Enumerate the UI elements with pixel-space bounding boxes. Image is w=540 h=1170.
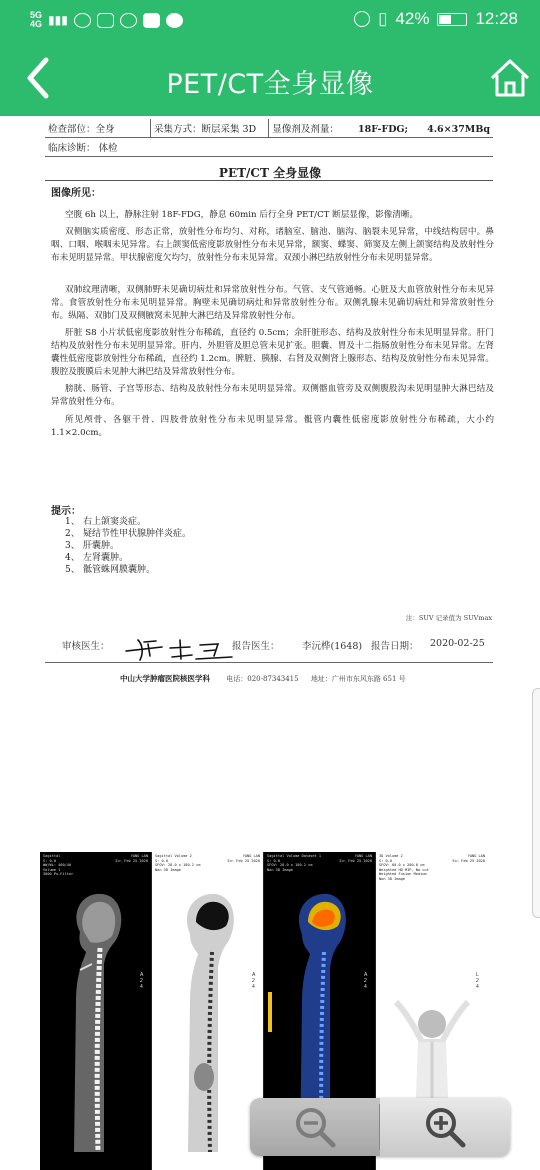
list-text: 肝囊肿。 [83, 541, 120, 551]
findings-label: 图像所见： [51, 188, 101, 199]
list-text: 骶管蛛网膜囊肿。 [83, 565, 156, 575]
battery-percent: 42% [395, 9, 430, 28]
list-number: 1、 [65, 517, 80, 527]
home-button[interactable] [488, 56, 532, 100]
findings-paragraph: 肝脏 S8 小片状低密度影放射性分布稀疏，直径约 0.5cm；余肝脏形态、结构及放射性分布未见明显异常。肝门结构及放射性分布未见明显异常。肝内、外胆管及胆总管未见扩张。胆囊、胃及十二指肠放射性分布未见异常。左肾囊性低密度影放射性分布稀疏，直径约 1.2cm。脾脏、胰腺、右肾及双侧肾上腺形态、结构及放射性分布未见异常。腹腔及腹膜后未见肿大淋巴结及异常放射性分布。 [51, 328, 494, 377]
zoom-in-icon [423, 1105, 467, 1149]
list-number: 2、 [65, 529, 80, 539]
page-title: PET/CT全身显像 [166, 69, 374, 100]
zoom-control [250, 1098, 510, 1156]
wechat-icon [120, 13, 137, 28]
pet-body-graphic [152, 852, 264, 1170]
institution-address: 地址：广州市东风东路 651 号 [310, 675, 406, 683]
findings-paragraph: 所见颅骨、各躯干骨、四肢骨放射性分布未见明显异常。骶管内囊性低密度影放射性分布稀疏，大小约 1.1×2.0cm。 [51, 415, 494, 438]
acquisition-method: 采集方式：断层采集 3D [150, 119, 268, 138]
exam-part: 检查部位：全身 [45, 119, 150, 138]
list-number: 4、 [65, 553, 80, 563]
findings-paragraph: 膀胱、肠管、子宫等形态、结构及放射性分布未见明显异常。双侧髂血管旁及双侧腹股沟未见明显肿大淋巴结及异常放射性分布。 [51, 384, 494, 407]
list-item [65, 552, 191, 564]
panel-info-text: Sagittal Volume Dataset 1 S: 0.0 SFOV: 28.0 x 180.2 cm Non 3D Image [267, 854, 322, 872]
date-label: 报告日期： [371, 641, 419, 652]
reporter-label: 报告医生： [232, 641, 280, 652]
camera-app-icon [143, 13, 160, 28]
tracer-value: 18F-FDG; [357, 124, 409, 135]
impression-list [65, 516, 191, 576]
signal-bars-icon: ▮▮▮ [48, 13, 68, 27]
zoom-in-button[interactable] [380, 1098, 510, 1156]
orientation-label: A 2 4 [364, 972, 368, 990]
report-footer [120, 673, 416, 684]
list-item [65, 564, 191, 576]
report-document [0, 116, 540, 690]
orientation-label: A 2 4 [252, 972, 256, 990]
clinical-diagnosis: 临床诊断： 体检 [45, 138, 493, 157]
zoom-out-icon [293, 1105, 337, 1149]
vibrate-icon: ▯ [378, 9, 388, 28]
clock: 12:28 [475, 9, 518, 28]
list-number: 3、 [65, 541, 80, 551]
status-bar-right [354, 9, 518, 29]
orientation-label: A 2 4 [140, 972, 144, 990]
findings-paragraph: 空腹 6h 以上，静脉注射 18F-FDG，静息 60min 后行全身 PET/CT 断层显像，影像清晰。 [65, 210, 419, 220]
panel-patient-text: YANG LAN Ex: Feb 25 2020 [339, 854, 372, 863]
list-item [65, 540, 191, 552]
reviewer-signature [124, 632, 240, 662]
tracer-cell [269, 119, 493, 138]
home-icon [488, 56, 532, 100]
dose-value: 4.6×37MBq [427, 124, 490, 135]
findings-paragraph: 双侧脑实质密度、形态正常，放射性分布均匀、对称，诸脑室、脑池、脑沟、脑裂未见异常，中线结构居中。鼻咽、口咽、喉咽未见异常。右上颌窦低密度影放射性分布未见异常，额窦、蝶窦、筛窦及左侧上颌窦结构及放射性分布未见明显异常。甲状腺密度欠均匀，放射性分布未见异常。双颈小淋巴结放射性分布未见明显异常。 [51, 227, 494, 263]
ct-sagittal-image [40, 852, 152, 1170]
nfc-icon [97, 13, 114, 28]
list-text: 右上颌窦炎症。 [83, 517, 147, 527]
status-bar [0, 0, 540, 40]
list-item [65, 516, 191, 528]
list-text: 疑结节性甲状腺肿伴炎症。 [83, 529, 192, 539]
alarm-icon [354, 11, 370, 27]
footer-divider [45, 662, 493, 663]
title-divider [45, 180, 493, 181]
eye-comfort-icon [74, 13, 91, 28]
battery-icon [437, 13, 467, 26]
report-title: PET/CT 全身显像 [218, 166, 322, 180]
tips-label: 提示： [51, 506, 81, 517]
report-date: 2020-02-25 [430, 638, 485, 649]
signal-indicator: 5G 4G [30, 10, 43, 29]
panel-patient-text: YANG LAN Ex: Feb 25 2020 [452, 854, 485, 863]
ct-body-graphic [40, 852, 152, 1170]
list-number: 5、 [65, 565, 80, 575]
orientation-label: L 2 4 [476, 972, 479, 990]
page-edge-handle[interactable] [532, 688, 540, 918]
app-header [0, 40, 540, 116]
findings-paragraph: 双肺纹理清晰，双侧肺野未见确切病灶和异常放射性分布。气管、支气管通畅。心脏及大血管放射性分布未见异常。食管放射性分布未见明显异常。胸壁未见确切病灶和异常放射性分布。双侧乳腺未见确切病灶和异常放射性分布。纵隔、双肺门及双侧腋窝未见肿大淋巴结及异常放射性分布。 [51, 285, 494, 321]
list-item [65, 528, 191, 540]
panel-info-text: Sagittal Volume 2 S: 0.0 SFOV: 28.0 x 180.2 cm Non 3D Image [155, 854, 201, 872]
zoom-out-button[interactable] [250, 1098, 380, 1156]
status-bar-left [30, 11, 183, 29]
pet-sagittal-image [152, 852, 264, 1170]
tracer-label: 显像剂及剂量： [272, 124, 339, 135]
reporter-name: 李沅桦(1648) [302, 641, 363, 652]
panel-info-text: 3D Volume 2 S: 0.0 SFOV: 60.0 x 200.0 cm Weighted HD MIP, No cut Weighted Fusion Medium Non 3D Image [379, 854, 429, 881]
suv-note: 注：SUV 记录值为 SUVmax [405, 614, 492, 622]
list-text: 左肾囊肿。 [83, 553, 129, 563]
panel-patient-text: YANG LAN Ex: Feb 25 2020 [227, 854, 260, 863]
reviewer-label: 审核医生： [62, 641, 110, 652]
institution-phone: 电话：020-87343415 [226, 675, 299, 683]
report-header-table [45, 119, 493, 157]
panel-info-text: Sagittal S: 0.0 WW/WL: 400/40 Volume 1 3000 Pu-Filter [43, 854, 74, 877]
panel-patient-text: YANG LAN Ex: Feb 25 2020 [115, 854, 148, 863]
institution-name: 中山大学肿瘤医院核医学科 [120, 674, 210, 683]
message-icon [166, 13, 183, 28]
